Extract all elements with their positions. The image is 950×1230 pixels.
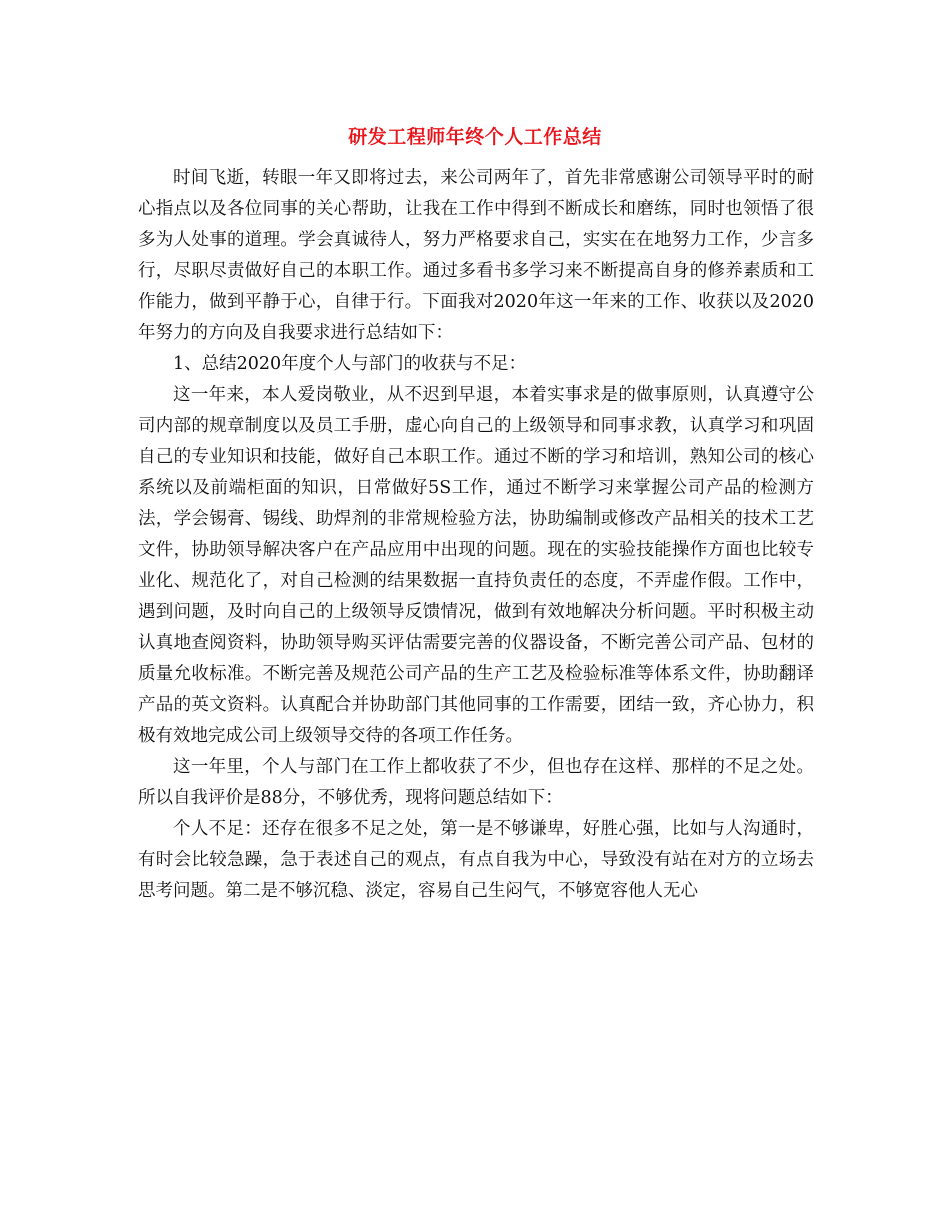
page-title: 研发工程师年终个人工作总结 — [348, 126, 602, 148]
paragraph-self-evaluation: 这一年里，个人与部门在工作上都收获了不少，但也存在这样、那样的不足之处。所以自我评价是88分，不够优秀，现将问题总结如下： — [138, 757, 814, 808]
paragraph-section-heading: 1、总结2020年度个人与部门的收获与不足： — [173, 354, 527, 374]
paragraph-achievements: 这一年来，本人爱岗敬业，从不迟到早退，本着实事求是的做事原则，认真遵守公司内部的规章制度以及员工手册，虚心向自己的上级领导和同事求教，认真学习和巩固自己的专业知识和技能，做好自己本职工作。通过不断的学习和培训，熟知公司的核心系统以及前端柜面的知识，日常做好5S工作，通过不断学习来掌握公司产品的检测方法，学会锡膏、锡线、助焊剂的非常规检验方法，协助编制或修改产品相关的技术工艺文件，协助领导解决客户在产品应用中出现的问题。现在的实验技能操作方面也比较专业化、规范化了，对自己检测的结果数据一直持负责任的态度，不弄虚作假。工作中，遇到问题，及时向自己的上级领导反馈情况，做到有效地解决分析问题。平时积极主动认真地查阅资料，协助领导购买评估需要完善的仪器设备，不断完善公司产品、包材的质量允收标准。不断完善及规范公司产品的生产工艺及检验标准等体系文件，协助翻译产品的英文资料。认真配合并协助部门其他同事的工作需要，团结一致，齐心协力，积极有效地完成公司上级领导交待的各项工作任务。 — [138, 385, 814, 746]
paragraph-intro: 时间飞逝，转眼一年又即将过去，来公司两年了，首先非常感谢公司领导平时的耐心指点以及各位同事的关心帮助，让我在工作中得到不断成长和磨练，同时也领悟了很多为人处事的道理。学会真诚待人，努力严格要求自己，实实在在地努力工作，少言多行，尽职尽责做好自己的本职工作。通过多看书多学习来不断提高自身的修养素质和工作能力，做到平静于心，自律于行。下面我对2020年这一年来的工作、收获以及2020年努力的方向及自我要求进行总结如下： — [138, 168, 814, 343]
document-body — [138, 163, 814, 907]
paragraph-personal-shortcomings: 个人不足：还存在很多不足之处，第一是不够谦卑，好胜心强，比如与人沟通时，有时会比较急躁，急于表述自己的观点，有点自我为中心，导致没有站在对方的立场去思考问题。第二是不够沉稳、淡定，容易自己生闷气，不够宽容他人无心 — [138, 819, 814, 901]
